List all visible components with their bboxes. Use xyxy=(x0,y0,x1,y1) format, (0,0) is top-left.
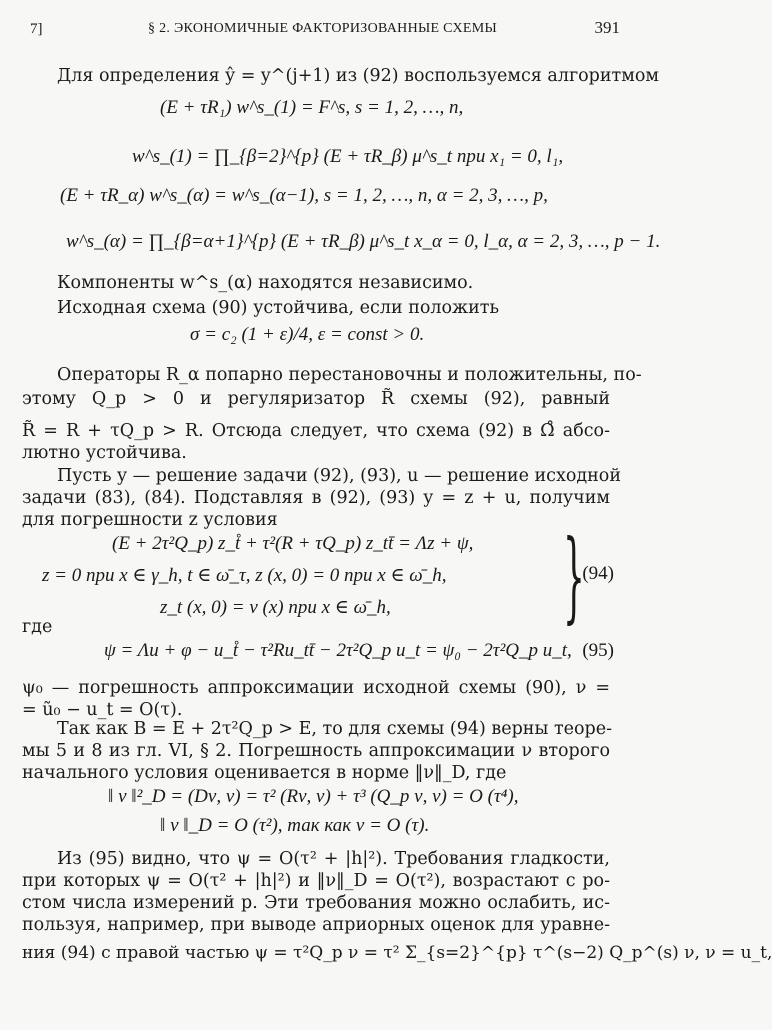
text-line: Исходная схема (90) устойчива, если положить xyxy=(57,298,500,318)
text-line: задачи (83), (84). Подставляя в (92), (93) y = z + u, получим xyxy=(22,488,610,508)
equation: (E + τR₁) w^s_(1) = F^s, s = 1, 2, …, n, xyxy=(160,97,464,118)
text-line: Из (95) видно, что ψ = O(τ² + |h|²). Требования гладкости, xyxy=(57,849,610,869)
text-line: R̃ = R + τQ_p > R. Отсюда следует, что схема (92) в Ω̊ абсо- xyxy=(22,421,610,441)
equation: ‖ ν ‖_D = O (τ²), так как ν = O (τ). xyxy=(160,815,430,836)
equation: z_t (x, 0) = ν (x) при x ∈ ω̄_h, xyxy=(160,597,391,618)
text-line: лютно устойчива. xyxy=(22,443,187,463)
text-line: начального условия оценивается в норме ‖ν‖_D, где xyxy=(22,763,507,783)
equation: (E + 2τ²Q_p) z_t̊ + τ²(R + τQ_p) z_tt̄ = Λz + ψ, xyxy=(112,533,474,554)
text-line: Для определения ŷ = y^(j+1) из (92) воспользуемся алгоритмом xyxy=(57,66,659,86)
equation-number: (95) xyxy=(582,640,614,661)
text-line: Так как B = E + 2τ²Q_p > E, то для схемы (94) верны теоре- xyxy=(57,719,613,739)
equation: ‖ ν ‖²_D = (Dν, ν) = τ² (Rν, ν) + τ³ (Q_p ν, ν) = O (τ⁴), xyxy=(108,786,519,807)
section-title: § 2. ЭКОНОМИЧНЫЕ ФАКТОРИЗОВАННЫЕ СХЕМЫ xyxy=(148,21,497,36)
text-line: пользуя, например, при выводе априорных оценок для уравне- xyxy=(22,915,610,935)
equation: w^s_(1) = ∏_{β=2}^{p} (E + τR_β) μ^s_t при x₁ = 0, l₁, xyxy=(132,146,564,167)
text-line: ψ₀ — погрешность аппроксимации исходной схемы (90), ν = xyxy=(22,678,610,698)
text-line: для погрешности z условия xyxy=(22,510,278,530)
equation: ψ = Λu + φ − u_t̊ − τ²Ru_tt̄ − 2τ²Q_p u_t = ψ₀ − 2τ²Q_p u_t, xyxy=(104,640,572,661)
text-line: при которых ψ = O(τ² + |h|²) и ‖ν‖_D = O(τ²), возрастают с ро- xyxy=(22,871,610,891)
equation: z = 0 при x ∈ γ_h, t ∈ ω̄_τ, z (x, 0) = 0 при x ∈ ω̄_h, xyxy=(42,565,447,586)
text-line: стом числа измерений p. Эти требования можно ослабить, ис- xyxy=(22,893,610,913)
text-line: = ũ₀ − u_t = O(τ). xyxy=(22,700,183,720)
chapter-marker: 7] xyxy=(30,21,43,37)
equation: (E + τR_α) w^s_(α) = w^s_(α−1), s = 1, 2, …, n, α = 2, 3, …, p, xyxy=(60,185,548,206)
equation: w^s_(α) = ∏_{β=α+1}^{p} (E + τR_β) μ^s_t x_α = 0, l_α, α = 2, 3, …, p − 1. xyxy=(66,231,661,252)
right-brace: } xyxy=(563,520,585,634)
text-line: Компоненты w^s_(α) находятся независимо. xyxy=(57,273,474,293)
text-line: мы 5 и 8 из гл. VI, § 2. Погрешность аппроксимации ν второго xyxy=(22,741,610,761)
text-line: Пусть y — решение задачи (92), (93), u — решение исходной xyxy=(57,466,621,486)
equation-number: (94) xyxy=(582,563,614,584)
page-number: 391 xyxy=(594,18,620,37)
text-line: где xyxy=(22,617,53,637)
running-header xyxy=(30,18,620,42)
equation: σ = c₂ (1 + ε)/4, ε = const > 0. xyxy=(190,324,425,345)
text-line: Операторы R_α попарно перестановочны и положительны, по- xyxy=(57,365,642,385)
text-line: этому Q_p > 0 и регуляризатор R̃ схемы (92), равный xyxy=(22,389,610,409)
text-line: ния (94) с правой частью ψ = τ²Q_p ν = τ² Σ_{s=2}^{p} τ^(s−2) Q_p^(s) ν, ν = u_t, xyxy=(22,943,772,963)
